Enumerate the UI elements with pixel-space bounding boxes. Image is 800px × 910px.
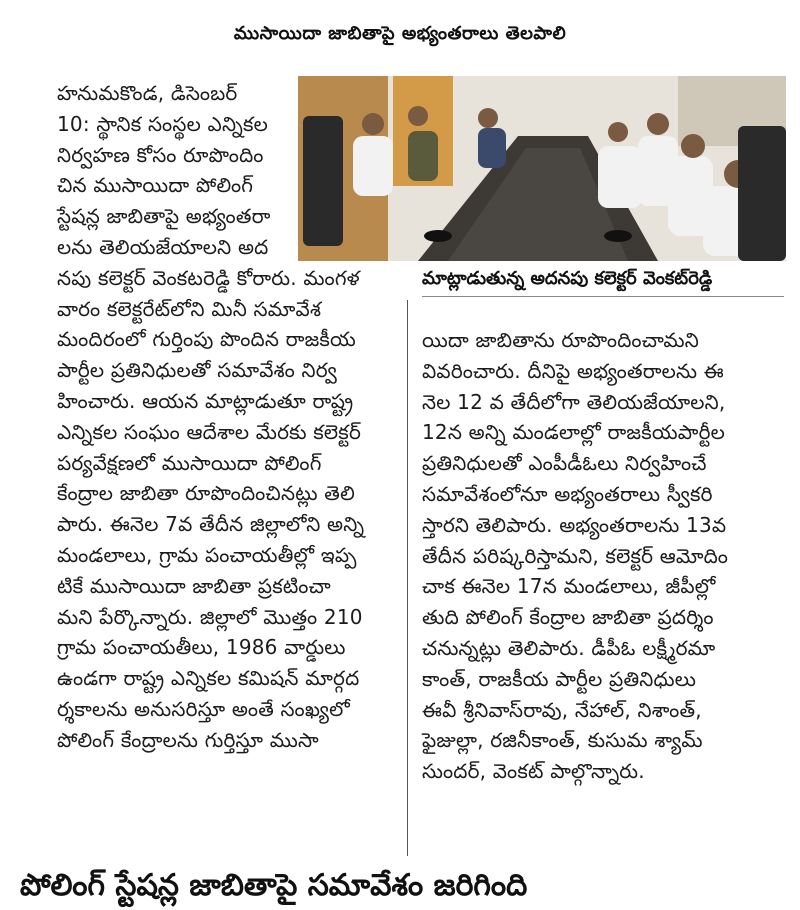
- photo-caption: మాట్లాడుతున్న అదనపు కలెక్టర్ వెంకట్‌రెడ్డి: [422, 262, 784, 297]
- article-line-left: 10: స్థానిక సంస్థల ఎన్నికల: [57, 111, 269, 136]
- article-line-left: పర్యవేక్షణలో ముసాయిదా పోలింగ్: [57, 450, 322, 475]
- article-line-left: ఉండగా రాష్ట్ర ఎన్నికల కమిషన్ మార్గద: [57, 666, 360, 691]
- headline: ముసాయిదా జాబితాపై అభ్యంతరాలు తెలపాలి: [233, 22, 567, 44]
- article-line-right: ప్రతినిధులతో ఎంపీడీఓలు నిర్వహించే: [422, 451, 707, 476]
- article-line-right: తేదీన పరిష్కరిస్తామని, కలెక్టర్ ఆమోదిం: [422, 543, 729, 568]
- article-line-left: చిన ముసాయిదా పోలింగ్: [57, 173, 254, 198]
- article-line-right: చాక ఈనెల 17న మండలాలు, జీపీల్లో: [422, 574, 716, 599]
- photo: [298, 76, 786, 261]
- article-line-right: తుది పోలింగ్ కేంద్రాల జాబితా ప్రదర్శిం: [422, 605, 714, 630]
- article-line-right: ఈవీ శ్రీనివాస్‌రావు, నేహాల్, నిశాంత్,: [422, 697, 702, 722]
- article-line-left: పార్టీల ప్రతినిధులతో సమావేశం నిర్వ: [57, 358, 338, 383]
- article-line-left: లను తెలియజేయాలని అద: [57, 235, 269, 259]
- article-line-left: స్టేషన్ల జాబితాపై అభ్యంతరా: [57, 204, 271, 229]
- article-line-left: వారం కలెక్టరేట్‌లోని మినీ సమావేశ: [57, 296, 322, 321]
- article-line-right: కాంత్, రాజకీయ పార్టీల ప్రతినిధులు: [422, 666, 697, 691]
- article-line-right: చనున్నట్లు తెలిపారు. డీపీఓ లక్ష్మీరమా: [422, 636, 716, 660]
- article-line-left: గ్రామ పంచాయతీలు, 1986 వార్డులు: [57, 635, 346, 660]
- article-line-left: ర్శకాలను అనుసరిస్తూ అంతే సంఖ్యలో: [57, 697, 350, 721]
- article-line-right: సుందర్, వెంకట్ పాల్గొన్నారు.: [422, 759, 645, 784]
- article-line-left: పారు. ఈనెల 7వ తేదీన జిల్లాలోని అన్ని: [57, 512, 365, 537]
- article-line-left: హించారు. ఆయన మాట్లాడుతూ రాష్ట్ర: [57, 389, 354, 413]
- article-line-right: ఫైజుల్లా, రజినీకాంత్, కుసుమ శ్యామ్: [422, 728, 703, 753]
- article-line-left: పోలింగ్ కేంద్రాలను గుర్తిస్తూ ముసా: [57, 727, 319, 752]
- article-line-left: మని పేర్కొన్నారు. జిల్లాలో మొత్తం 210: [57, 604, 363, 629]
- column-divider: [407, 300, 408, 856]
- article-line-right: సమావేశంలోనూ అభ్యంతరాలు స్వీకరి: [422, 482, 713, 506]
- next-article-headline: [0, 868, 800, 903]
- article-line-right: స్తారని తెలిపారు. అభ్యంతరాలను 13వ: [422, 512, 727, 537]
- article-line-right: యిదా జాబితాను రూపొందించామని: [422, 328, 699, 352]
- article-line-left: ఎన్నికల సంఘం ఆదేశాల మేరకు కలెక్టర్: [57, 419, 362, 444]
- article-line-left: మందిరంలో గుర్తింపు పొందిన రాజకీయ: [57, 327, 356, 352]
- article-line-left: టికే ముసాయిదా జాబితా ప్రకటించా: [57, 573, 331, 598]
- article-line-left: కేంద్రాల జాబితా రూపొందించినట్లు తెలి: [57, 481, 355, 506]
- article-line-right: 12న అన్ని మండలాల్లో రాజకీయపార్టీల: [422, 420, 726, 445]
- article-line-left: నపు కలెక్టర్ వెంకటరెడ్డి కోరారు. మంగళ: [57, 265, 360, 290]
- article-line-right: వివరించారు. దీనిపై అభ్యంతరాలను ఈ: [422, 358, 724, 383]
- article-line-left: హనుమకొండ, డిసెంబర్: [57, 81, 238, 105]
- article-line-left: మండలాలు, గ్రామ పంచాయతీల్లో ఇప్ప: [57, 543, 357, 567]
- article-line-left: నిర్వహణ కోసం రూపొందిం: [57, 142, 264, 167]
- article-line-right: నెల 12 వ తేదీలోగా తెలియజేయాలని,: [422, 389, 726, 414]
- next-headline-text: పోలింగ్ స్టేషన్ల జాబితాపై సమావేశం జరిగింది: [20, 868, 528, 903]
